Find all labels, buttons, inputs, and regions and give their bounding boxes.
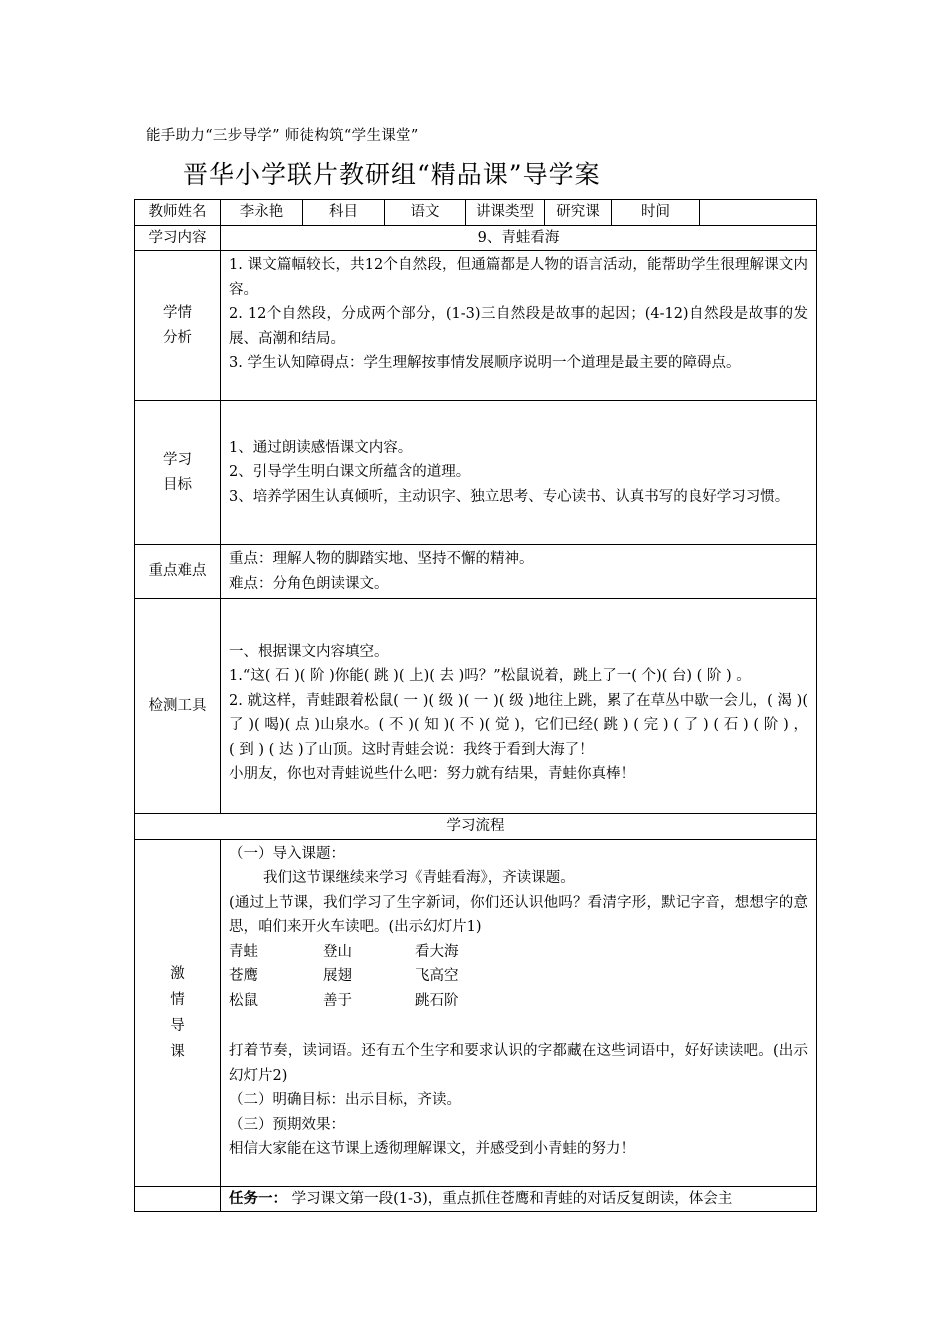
analysis-label <box>135 251 221 401</box>
goals-label <box>135 401 221 545</box>
key-points-content <box>221 545 817 599</box>
word: 登山 <box>323 943 352 960</box>
word-row <box>229 989 808 1014</box>
task1-content <box>221 1186 817 1212</box>
word: 善于 <box>323 992 352 1009</box>
word: 飞高空 <box>415 968 459 984</box>
key-point-line: 重点：理解人物的脚踏实地、坚持不懈的精神。 <box>229 551 534 567</box>
test-line: 小朋友，你也对青蛙说些什么吧：努力就有结果，青蛙你真棒！ <box>229 766 635 782</box>
lesson-plan-table <box>134 199 817 1212</box>
analysis-line: 2. 12个自然段，分成两个部分，(1-3)三自然段是故事的起因；(4-12)自然段是故事的发展、高潮和结局。 <box>229 306 808 347</box>
word-row <box>229 940 808 965</box>
step1-note: (通过上节课，我们学习了生字新词，你们还认识他吗？看清字形，默记字音，想想字的意思，咱们来开火车读吧。(出示幻灯片1) <box>229 894 808 935</box>
intro-content <box>221 839 817 1186</box>
step1-text: 我们这节课继续来学习《青蛙看海》，齐读课题。 <box>263 870 575 886</box>
time-label: 时间 <box>612 200 700 226</box>
intro-label-char: 情 <box>170 991 185 1008</box>
step2: （二）明确目标：出示目标，齐读。 <box>229 1092 461 1108</box>
teacher-label: 教师姓名 <box>135 200 221 226</box>
analysis-label-line-1: 学情 <box>163 305 192 321</box>
task1-text: 学习课文第一段(1-3)，重点抓住苍鹰和青蛙的对话反复朗读，体会主 <box>287 1190 733 1207</box>
step3-text: 相信大家能在这节课上透彻理解课文，并感受到小青蛙的努力！ <box>229 1141 635 1157</box>
subject-label: 科目 <box>303 200 385 226</box>
type-value: 研究课 <box>545 200 612 226</box>
teacher-value: 李永艳 <box>221 200 303 226</box>
process-header-row <box>135 814 817 840</box>
subtitle: 能手助力“三步导学” 师徒构筑“学生课堂” <box>146 128 419 144</box>
spacer <box>229 1013 808 1039</box>
test-line: 1.“这( 石 )( 阶 )你能( 跳 )( 上)( 去 )吗？”松鼠说着，跳上了一( 个)( 台) ( 阶 ) 。 <box>229 668 751 684</box>
goals-row <box>135 401 817 545</box>
analysis-content <box>221 251 817 401</box>
analysis-line: 1. 课文篇幅较长，共12个自然段，但通篇都是人物的语言活动，能帮助学生很理解课文内容。 <box>229 257 808 298</box>
test-line: 2. 就这样，青蛙跟着松鼠( 一 )( 级 )( 一 )( 级 )地往上跳，累了在草丛中歇一会儿，( 渴 )( 了 )( 喝)( 点 )山泉水。( 不 )( 知 )( 不 )( 觉 )，它们已经( 跳 ) ( 完 ) ( 了 ) ( 石 ) ( 阶 ) ，( 到 ) ( 达 )了山顶。这时青蛙会说：我终于看到大海了！ <box>229 692 808 758</box>
intro-label <box>135 839 221 1186</box>
test-row <box>135 599 817 814</box>
analysis-line: 3. 学生认知障碍点：学生理解按事情发展顺序说明一个道理是最主要的障碍点。 <box>229 355 741 371</box>
info-row <box>135 200 817 226</box>
word: 展翅 <box>323 968 352 984</box>
intro-label-char: 导 <box>170 1017 185 1034</box>
type-label: 讲课类型 <box>466 200 545 226</box>
task1-label-cell <box>135 1186 221 1212</box>
goals-label-line-1: 学习 <box>163 452 192 468</box>
intro-label-char: 课 <box>170 1043 185 1060</box>
content-label: 学习内容 <box>135 225 221 251</box>
goals-label-line-2: 目标 <box>163 476 192 493</box>
word-row <box>229 964 808 989</box>
process-header: 学习流程 <box>135 814 817 840</box>
word: 看大海 <box>415 943 459 960</box>
key-point-line: 难点：分角色朗读课文。 <box>229 575 389 592</box>
test-label: 检测工具 <box>135 599 221 814</box>
word: 跳石阶 <box>415 992 459 1009</box>
content-value: 9、青蛙看海 <box>221 225 817 251</box>
page-title: 晋华小学联片教研组“精品课”导学案 <box>183 160 601 189</box>
goal-line: 2、引导学生明白课文所蕴含的道理。 <box>229 464 471 481</box>
goal-line: 3、培养学困生认真倾听，主动识字、独立思考、专心读书、认真书写的良好学习习惯。 <box>229 488 790 505</box>
goals-content <box>221 401 817 545</box>
analysis-label-line-2: 分析 <box>163 329 192 346</box>
task1-row <box>135 1186 817 1212</box>
step1-title: （一）导入课题： <box>229 845 345 862</box>
task1-label: 任务一： <box>229 1189 287 1207</box>
test-content <box>221 599 817 814</box>
intro-row <box>135 839 817 1186</box>
time-value <box>700 200 817 226</box>
word: 青蛙 <box>229 943 258 960</box>
test-line: 一、根据课文内容填空。 <box>229 643 389 660</box>
word: 松鼠 <box>229 992 258 1009</box>
subject-value: 语文 <box>385 200 466 226</box>
goal-line: 1、通过朗读感悟课文内容。 <box>229 439 413 456</box>
key-points-label: 重点难点 <box>135 545 221 599</box>
key-points-row <box>135 545 817 599</box>
step3-title: （三）预期效果： <box>229 1116 345 1133</box>
rhythm-text: 打着节奏，读词语。还有五个生字和要求认识的字都藏在这些词语中，好好读读吧。(出示幻灯片2) <box>229 1043 808 1084</box>
intro-label-char: 激 <box>170 965 185 982</box>
analysis-row <box>135 251 817 401</box>
word: 苍鹰 <box>229 968 258 984</box>
content-row <box>135 225 817 251</box>
